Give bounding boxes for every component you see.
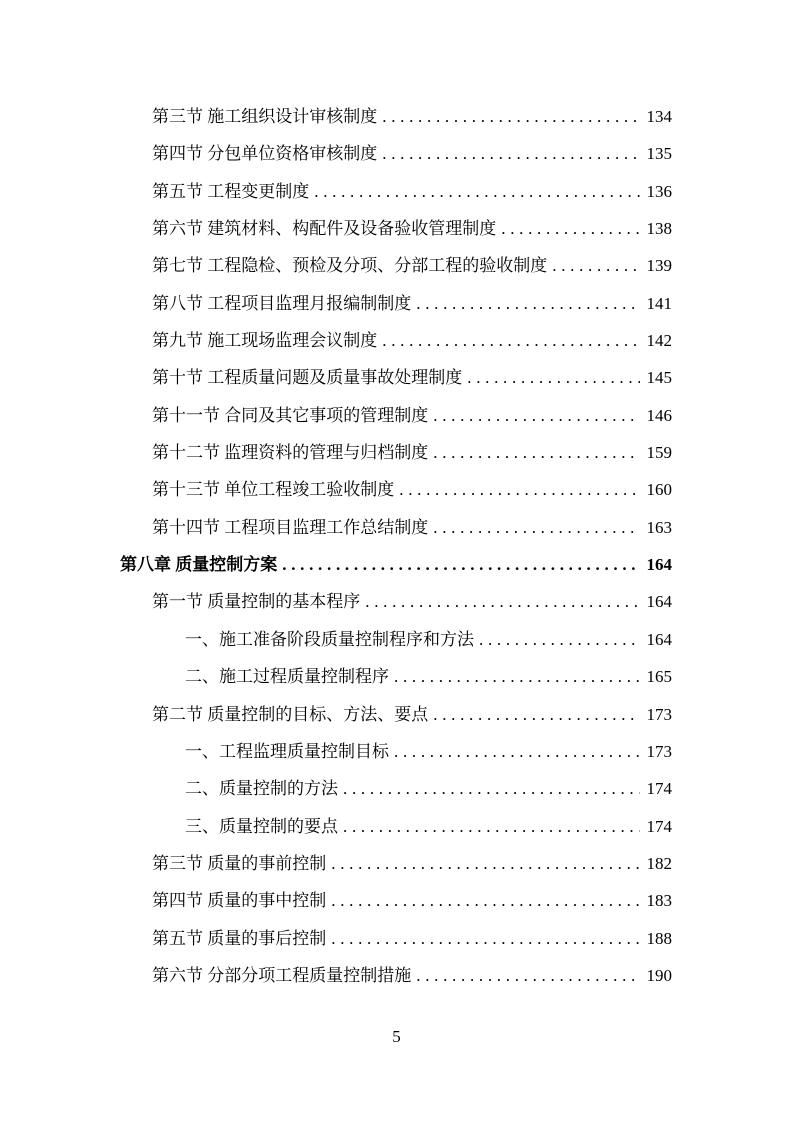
toc-leader-dots: [416, 285, 639, 322]
toc-page-number: 136: [646, 181, 672, 201]
toc-entry: [120, 173, 672, 210]
toc-page-number: 142: [646, 331, 672, 351]
toc-leader-dots: [433, 397, 639, 434]
toc-entry-text: 第十四节 工程项目监理工作总结制度: [152, 517, 429, 537]
toc-entry-text: 第四节 质量的事中控制: [152, 891, 327, 911]
toc-leader-dots: [433, 696, 639, 733]
toc-entry-text: 第九节 施工现场监理会议制度: [152, 331, 378, 351]
toc-entry-text: 第三节 质量的事前控制: [152, 853, 327, 873]
toc-page-number: 174: [646, 816, 672, 836]
toc-entry: [120, 845, 672, 882]
toc-entry: [120, 696, 672, 733]
toc-entry-text: 三、质量控制的要点: [185, 816, 338, 836]
toc-leader-dots: [394, 658, 640, 695]
toc-leader-dots: [331, 845, 639, 882]
toc-entry-text: 第六节 建筑材料、构配件及设备验收管理制度: [152, 219, 497, 239]
toc-entry: [120, 583, 672, 620]
toc-entry-text: 第四节 分包单位资格审核制度: [152, 144, 378, 164]
toc-page-number: 164: [646, 592, 672, 612]
toc-entry: [120, 770, 672, 807]
toc-leader-dots: [501, 210, 639, 247]
toc-entry-text: 一、工程监理质量控制目标: [185, 741, 389, 761]
toc-page-number: 146: [646, 405, 672, 425]
toc-entry: [120, 322, 672, 359]
toc-entry-text: 第十一节 合同及其它事项的管理制度: [152, 405, 429, 425]
toc-entry: [120, 98, 672, 135]
toc-entry: [120, 471, 672, 508]
toc-page-number: 135: [646, 144, 672, 164]
toc-entry-text: 第六节 分部分项工程质量控制措施: [152, 965, 412, 985]
toc-entry-text: 二、施工过程质量控制程序: [185, 667, 389, 687]
toc-page-number: 182: [646, 853, 672, 873]
toc-entry-text: 第十节 工程质量问题及质量事故处理制度: [152, 368, 463, 388]
toc-entry: [120, 359, 672, 396]
toc-leader-dots: [433, 509, 639, 546]
toc-page-number: 163: [646, 517, 672, 537]
toc-leader-dots: [382, 135, 639, 172]
toc-leader-dots: [552, 247, 639, 284]
toc-leader-dots: [433, 434, 639, 471]
toc-page-number: 145: [646, 368, 672, 388]
toc-leader-dots: [314, 173, 639, 210]
toc-entry-text: 第五节 工程变更制度: [152, 181, 310, 201]
toc-leader-dots: [479, 621, 640, 658]
toc-page-number: 141: [646, 293, 672, 313]
toc-entry-text: 第五节 质量的事后控制: [152, 928, 327, 948]
toc-entry: [120, 135, 672, 172]
table-of-contents: [120, 98, 672, 994]
toc-leader-dots: [343, 808, 640, 845]
toc-page-number: 164: [646, 629, 672, 649]
toc-entry: [120, 285, 672, 322]
toc-page-number: 174: [646, 779, 672, 799]
toc-entry-text: 第七节 工程隐检、预检及分项、分部工程的验收制度: [152, 256, 548, 276]
toc-entry: [120, 957, 672, 994]
toc-page-number: 159: [646, 443, 672, 463]
toc-leader-dots: [331, 882, 639, 919]
toc-entry: [120, 247, 672, 284]
toc-entry: [120, 882, 672, 919]
toc-leader-dots: [382, 322, 639, 359]
toc-page-number: 190: [646, 965, 672, 985]
toc-page-number: 134: [646, 107, 672, 126]
toc-leader-dots: [394, 733, 640, 770]
toc-entry: [120, 733, 672, 770]
toc-entry-text: 第二节 质量控制的目标、方法、要点: [152, 704, 429, 724]
toc-leader-dots: [331, 920, 639, 957]
toc-page-number: 188: [646, 928, 672, 948]
toc-page-number: 139: [646, 256, 672, 276]
toc-page-number: 173: [646, 704, 672, 724]
toc-leader-dots: [399, 471, 639, 508]
toc-entry-text: 第三节 施工组织设计审核制度: [152, 107, 378, 126]
toc-page-number: 183: [646, 891, 672, 911]
toc-page-number: 138: [646, 219, 672, 239]
toc-entry: [120, 621, 672, 658]
toc-page-number: 165: [646, 667, 672, 687]
toc-entry-text: 第十二节 监理资料的管理与归档制度: [152, 443, 429, 463]
toc-entry: [120, 546, 672, 583]
toc-leader-dots: [382, 98, 639, 135]
toc-entry-text: 第八节 工程项目监理月报编制制度: [152, 293, 412, 313]
toc-entry: [120, 658, 672, 695]
toc-page-number: 160: [646, 480, 672, 500]
toc-entry: [120, 509, 672, 546]
toc-entry-text: 第十三节 单位工程竣工验收制度: [152, 480, 395, 500]
toc-page-number: 173: [646, 741, 672, 761]
toc-entry: [120, 920, 672, 957]
toc-leader-dots: [416, 957, 639, 994]
toc-leader-dots: [343, 770, 640, 807]
toc-leader-dots: [467, 359, 639, 396]
toc-page-number: 164: [646, 555, 672, 575]
toc-leader-dots: [282, 546, 639, 583]
toc-entry: [120, 397, 672, 434]
toc-entry: [120, 210, 672, 247]
toc-entry-text: 第八章 质量控制方案: [120, 555, 278, 575]
page-footer: [0, 1026, 793, 1048]
toc-entry-text: 第一节 质量控制的基本程序: [152, 592, 361, 612]
toc-entry: [120, 808, 672, 845]
toc-entry-text: 一、施工准备阶段质量控制程序和方法: [185, 629, 474, 649]
footer-page-number: 5: [392, 1027, 401, 1046]
toc-entry: [120, 434, 672, 471]
toc-entry-text: 二、质量控制的方法: [185, 779, 338, 799]
toc-leader-dots: [365, 583, 639, 620]
